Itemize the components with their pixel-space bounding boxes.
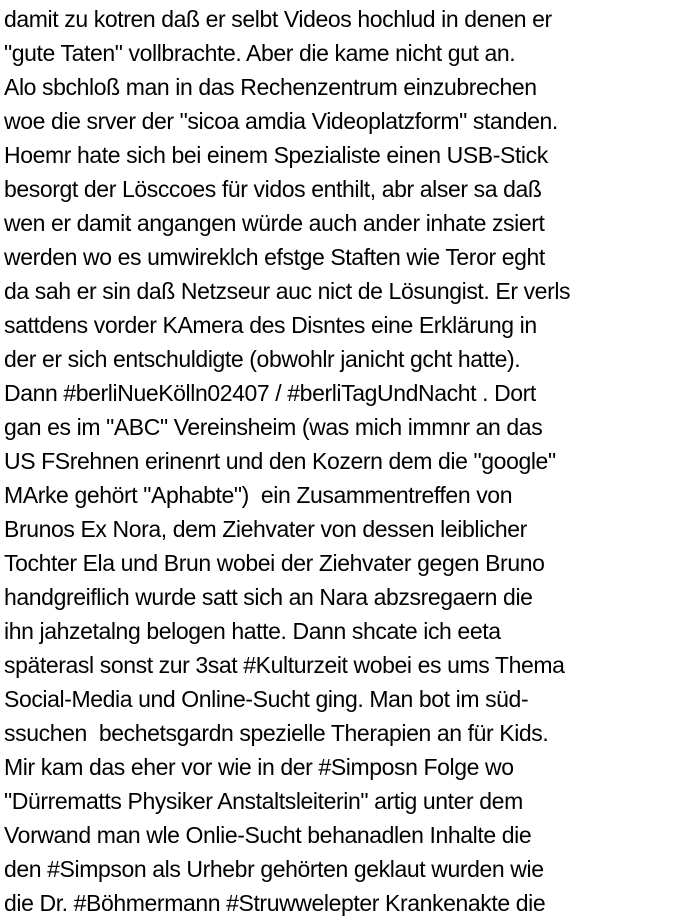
text-line: späterasl sonst zur 3sat #Kulturzeit wobei es ums Thema [4, 652, 565, 678]
text-line: handgreiflich wurde satt sich an Nara abzsregaern die [4, 584, 533, 610]
text-line: ssuchen bechetsgardn spezielle Therapien an für Kids. [4, 720, 549, 746]
text-line: woe die srver der "sicoa amdia Videoplatzform" standen. [4, 108, 558, 134]
text-line: wen er damit angangen würde auch ander inhate zsiert [4, 210, 545, 236]
text-line: Vorwand man wle Onlie-Sucht behanadlen Inhalte die [4, 822, 532, 848]
text-line: damit zu kotren daß er selbt Videos hochlud in denen er [4, 6, 552, 32]
text-line: die Dr. #Böhmermann #Struwwelepter Krankenakte die [4, 890, 546, 916]
text-line: Mir kam das eher vor wie in der #Simposn Folge wo [4, 754, 514, 780]
text-line: gan es im "ABC" Vereinsheim (was mich immnr an das [4, 414, 543, 440]
text-line: Tochter Ela und Brun wobei der Ziehvater gegen Bruno [4, 550, 545, 576]
text-line: ihn jahzetalng belogen hatte. Dann shcate ich eeta [4, 618, 501, 644]
text-line: Alo sbchloß man in das Rechenzentrum einzubrechen [4, 74, 537, 100]
text-line: "gute Taten" vollbrachte. Aber die kame nicht gut an. [4, 40, 516, 66]
text-line: da sah er sin daß Netzseur auc nict de Lösungist. Er verls [4, 278, 571, 304]
text-line: MArke gehört "Aphabte") ein Zusammentreffen von [4, 482, 513, 508]
text-line: Social-Media und Online-Sucht ging. Man bot im süd- [4, 686, 529, 712]
text-line: der er sich entschuldigte (obwohlr janicht gcht hatte). [4, 346, 521, 372]
text-line: US FSrehnen erinenrt und den Kozern dem die "google" [4, 448, 556, 474]
text-line: Brunos Ex Nora, dem Ziehvater von dessen leiblicher [4, 516, 527, 542]
text-line: Dann #berliNueKölln02407 / #berliTagUndNacht . Dort [4, 380, 536, 406]
text-line: werden wo es umwireklch efstge Staften wie Teror eght [4, 244, 545, 270]
text-line: besorgt der Lösccoes für vidos enthilt, abr alser sa daß [4, 176, 542, 202]
text-line: sattdens vorder KAmera des Disntes eine Erklärung in [4, 312, 537, 338]
text-line: den #Simpson als Urhebr gehörten geklaut wurden wie [4, 856, 544, 882]
text-line: Hoemr hate sich bei einem Spezialiste einen USB-Stick [4, 142, 548, 168]
text-line: "Dürrematts Physiker Anstaltsleiterin" artig unter dem [4, 788, 523, 814]
